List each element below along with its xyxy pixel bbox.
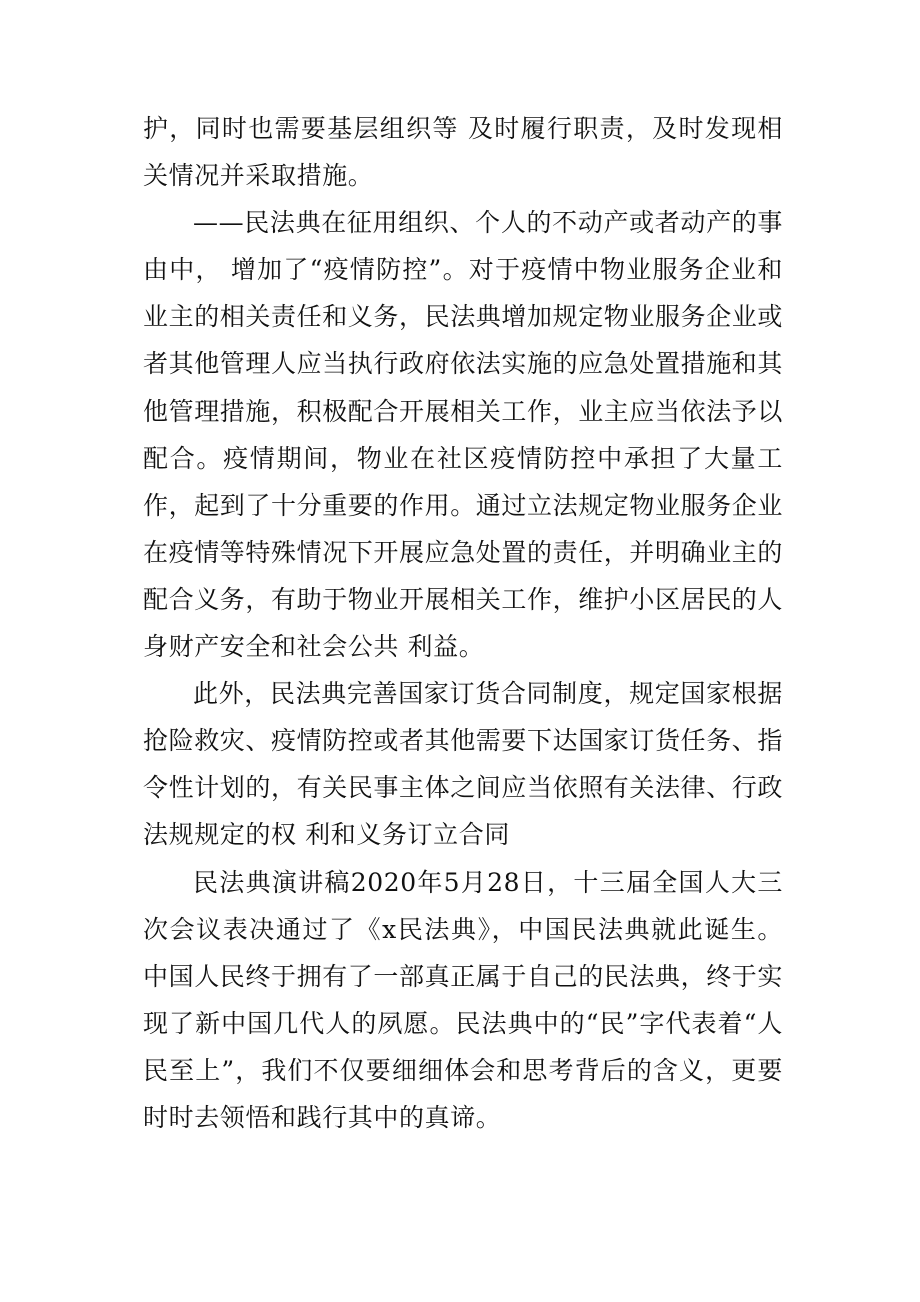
paragraph-state-orders: 此外，民法典完善国家订货合同制度，规定国家根据抢险救灾、疫情防控或者其他需要下达国家订货任务、指令性计划的，有关民事主体之间应当依照有关法律、行政法规规定的权 利和义务订立合同 <box>143 679 784 850</box>
paragraph-property-services: ——民法典在征用组织、个人的不动产或者动产的事由中， 增加了“疫情防控”。对于疫情中物业服务企业和业主的相关责任和义务，民法典增加规定物业服务企业或者其他管理人应当执行政府依法实施的应急处置措施和其他管理措施，积极配合开展相关工作，业主应当依法予以配合。疫情期间，物业在社区疫情防控中承担了大量工作，起到了十分重要的作用。通过立法规定物业服务企业在疫情等特殊情况下开展应急处置的责任，并明确业主的配合义务，有助于物业开展相关工作，维护小区居民的人身财产安全和社会公共 利益。 <box>143 208 784 662</box>
document-body <box>143 105 783 1141</box>
paragraph-speech: 民法典演讲稿2020年5月28日，十三届全国人大三次会议表决通过了《x民法典》，中国民法典就此诞生。中国人民终于拥有了一部真正属于自己的民法典，终于实现了新中国几代人的夙愿。民法典中的“民”字代表着“人民至上”，我们不仅要细细体会和思考背后的含义，更要时时去领悟和践行其中的真谛。 <box>143 867 784 1132</box>
paragraph-continuation: 护，同时也需要基层组织等 及时履行职责，及时发现相关情况并采取措施。 <box>143 114 783 191</box>
